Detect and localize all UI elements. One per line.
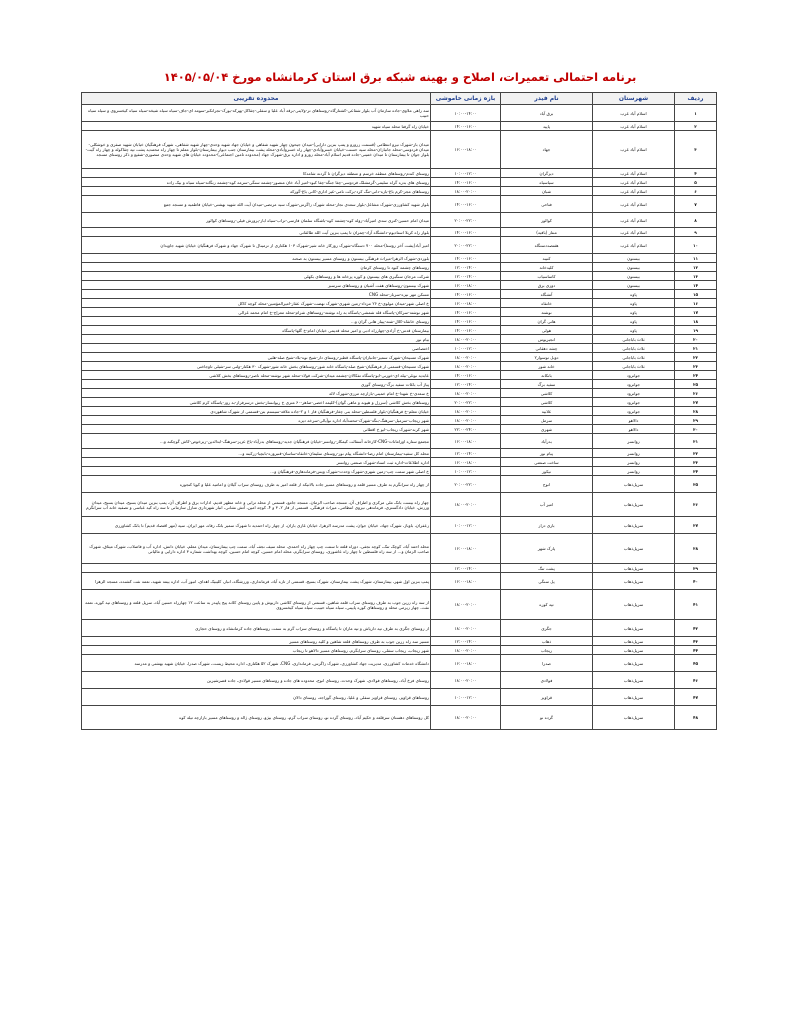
feeder-cell: فتاحی xyxy=(501,196,593,213)
city-cell: اسلام آباد غرب xyxy=(593,131,675,169)
area-cell: شهر نوشته-سرکان-پاسگاه قله شمشی-پاسگاه به راه نوشته-روستاهای شرام-محله معراج-خ امام محمد غزالی xyxy=(82,308,431,317)
area-cell: روستای های بدره گراه سلیمی-گرمشلک فردوسی-چغا جنگه-چغا کبود-امیر آباد خان منصور-چشمه سنگی-سرمه کوه-چشمه زنگانه-سیاه سیاه و بیک زاده xyxy=(82,178,431,187)
area-cell: شهر ریجاب-سرمیل-سرهنگ-بنگه-شهرک-محمدآباد اداره نوآیالی-سرخه دیزه xyxy=(82,416,431,425)
area-cell: روستای خانقاه-کلال-شته-پیباز هانی گران و... xyxy=(82,317,431,326)
row-number-cell: ۲۶ xyxy=(675,389,717,398)
row-number-cell: ۲۰ xyxy=(675,335,717,344)
area-cell: بلوردی-شهرک الزهرا-میراث فرهنگی بیستون و روستای مسیر بیستون به صحنه xyxy=(82,254,431,263)
area-cell: مجتمع ستاره اورامانات-CNG-کارخانه آسفالت کیمکار-روانسر-خیابان فرهنگیان جدید-روستاهای بدرآباد-باغ عزیز-سرهنگ-ابدالدین-زیرخوص-کاش گوچکنه و... xyxy=(82,434,431,449)
feeder-cell: برق آباد xyxy=(501,105,593,122)
table-row xyxy=(82,272,717,281)
outage-time-cell: ۱۴:۰۰-۱۶:۰۰ xyxy=(431,228,501,237)
table-row xyxy=(82,308,717,317)
table-row xyxy=(82,434,717,449)
table-body xyxy=(82,105,717,730)
feeder-cell: پیام نور xyxy=(501,449,593,458)
feeder-cell: پل سنگی xyxy=(501,573,593,590)
area-cell: روستاهای مجر-کرم باغ-بازه-دانی-تنگ کرد-برکت نامی-غیر اداری-کانی باغ-گورکه xyxy=(82,187,431,196)
feeder-cell: دوزی برق xyxy=(501,281,593,290)
table-row xyxy=(82,467,717,476)
city-cell: سرپل‌ذهاب xyxy=(593,493,675,517)
area-cell: بلوار شهید کشاورزی-شهرک مشاغل-بلوار سعدی نجار-محله شهرک زاگرس-شهرک سید مرتضی-میدان آیت الله شهید بهشتی-خیابان فاطمیه و مسجد جمع xyxy=(82,196,431,213)
feeder-cell: گرده نو xyxy=(501,706,593,730)
city-cell: روانسر xyxy=(593,434,675,449)
outage-time-cell: ۱۸:۰۰-۲۰:۰۰ xyxy=(431,672,501,689)
outage-time-cell: ۱۸:۰۰-۲۰:۰۰ xyxy=(431,706,501,730)
table-row xyxy=(82,449,717,458)
outage-time-cell: ۱۶:۰۰-۱۸:۰۰ xyxy=(431,434,501,449)
outage-time-cell: ۱۸:۰۰-۲۰:۰۰ xyxy=(431,590,501,620)
feeder-cell: منتاز (بافیه) xyxy=(501,228,593,237)
city-cell: اسلام آباد غرب xyxy=(593,122,675,131)
area-cell: خ اصلی شهر سمت چپ-زمین شهری-شهرک وحدت-شهرک ویس-فرماندهاری-فرهنگیان و... xyxy=(82,467,431,476)
outage-time-cell: ۱۸:۰۰-۲۰:۰۰ xyxy=(431,187,501,196)
row-number-cell: ۴۰ xyxy=(675,573,717,590)
outage-time-cell: ۱۶:۰۰-۱۸:۰۰ xyxy=(431,573,501,590)
city-cell: جوانرود xyxy=(593,398,675,407)
table-row xyxy=(82,637,717,646)
feeder-cell: کتیبه xyxy=(501,254,593,263)
feeder-cell: آتشگاه xyxy=(501,290,593,299)
outage-time-cell: ۱۰:۰۰-۱۲:۰۰ xyxy=(431,467,501,476)
area-cell: خیابان راه گرفتا محله سپاه شهید xyxy=(82,122,431,131)
row-number-cell: ۹ xyxy=(675,228,717,237)
outage-time-cell: ۱۲:۰۰-۱۴:۰۰ xyxy=(431,637,501,646)
row-number-cell: ۱ xyxy=(675,105,717,122)
outage-time-cell: ۱۸:۰۰-۲۰:۰۰ xyxy=(431,407,501,416)
table-row xyxy=(82,573,717,590)
feeder-cell: نوشته xyxy=(501,308,593,317)
feeder-cell: جهاد xyxy=(501,131,593,169)
outage-time-cell: ۱۸:۰۰-۲۰:۰۰ xyxy=(431,353,501,362)
row-number-cell: ۱۵ xyxy=(675,290,717,299)
city-cell: دالاهو xyxy=(593,416,675,425)
feeder-cell: قراویز xyxy=(501,689,593,706)
city-cell: پاوه xyxy=(593,326,675,335)
area-cell: میدان بار-شهرک نیرو انتظامی (قسمت زرورو و پمپ بنزین دارایی)-میدان جیحون چهار شهید شفاهی و خیابان جهاد شهید وحدی-چهار شهید شفاهی، شهرک فرهنگیان خیابان شهید صفری و خوشکلی-میدان فردوسی-محله جانبازان-محله سپه حسنت-خیابان خسروآبادی-چهار راه خسروآبادی-محله پشت بیمارستان جنب دیوار بیمارستان-بلوار معلم تا چهار راه محمدیه پشت تپه چقاکوله و چهار راه گیت-بلوار جوان تا بیمارستان تا میدان خمینی-جاده قدیم اسلام آباد-محله زورو و اداره برق-شهرک جهاد (محدوده تامین اجتماعی)-محدوده خیابان های شهید وحدی منصوری-شفیع و ذکر روستای مسجد xyxy=(82,131,431,169)
city-cell: جوانرود xyxy=(593,407,675,416)
city-cell: سرپل‌ذهاب xyxy=(593,590,675,620)
table-row xyxy=(82,237,717,254)
row-number-cell: ۳۹ xyxy=(675,564,717,573)
area-cell: بیمارستان قدس-خ آزادی-چهارراه ادبی و امیر محله قدیمی خیابان امام-خ گلها-پاسگاه xyxy=(82,326,431,335)
row-number-cell: ۳۲ xyxy=(675,449,717,458)
table-row xyxy=(82,407,717,416)
feeder-cell: جگری xyxy=(501,620,593,637)
feeder-cell: خانقاه xyxy=(501,299,593,308)
table-row xyxy=(82,646,717,655)
table-row xyxy=(82,213,717,228)
outage-time-cell: ۱۴:۰۰-۱۶:۰۰ xyxy=(431,122,501,131)
area-cell: روستاهای چشمه کبود تا روستای کرمان xyxy=(82,263,431,272)
row-number-cell: ۱۱ xyxy=(675,254,717,263)
document-title: برنامه احتمالی تعمیرات، اصلاح و بهینه شبکه برق استان کرمانشاه مورخ ۱۴۰۵/۰۵/۰۴ xyxy=(163,70,637,84)
feeder-cell: فولادی xyxy=(501,672,593,689)
city-cell: پاوه xyxy=(593,299,675,308)
row-number-cell: ۳۵ xyxy=(675,476,717,493)
feeder-cell: خانه شور xyxy=(501,362,593,371)
outage-time-cell: ۱۴:۰۰-۱۶:۰۰ xyxy=(431,308,501,317)
feeder-cell: نیکور xyxy=(501,467,593,476)
outage-time-cell: ۱۲:۰۰-۱۴:۰۰ xyxy=(431,449,501,458)
feeder-cell: سفید برگ xyxy=(501,380,593,389)
feeder-cell: انوج xyxy=(501,476,593,493)
table-row xyxy=(82,263,717,272)
table-row xyxy=(82,254,717,263)
outage-time-cell: ۱۲:۰۰-۱۴:۰۰ xyxy=(431,564,501,573)
city-cell: سرپل‌ذهاب xyxy=(593,672,675,689)
feeder-cell: کلاشی xyxy=(501,389,593,398)
feeder-cell: کلاشی xyxy=(501,398,593,407)
feeder-cell: چشه دهقانی xyxy=(501,344,593,353)
outage-time-cell: ۱۰:۰۰-۱۲:۰۰ xyxy=(431,344,501,353)
city-cell: روانسر xyxy=(593,449,675,458)
table-row xyxy=(82,299,717,308)
area-cell: محله احمد آباد، کوچک تنک، کوچه نجفی، دوراه قلعه تا سمت چپ چهار راه احمدی، محله سیف نجف آباد، سمت چپ بیمارستان، میدان معلم، خیابان دانش، اداره آب و فاضلاب، شهرک میثاق، شهرک صاحب الزمان و... از سه راه فلسطین تا چهار راه عاشوری، روستای سرابگرم، محله امام حسین، کوچه امام حسین، کوچه بهداشت شماره ۳ اداره دارایی و مالیاتی xyxy=(82,534,431,564)
outage-time-cell: ۱۶:۰۰-۱۸:۰۰ xyxy=(431,458,501,467)
area-cell: شهرک مسیحان-قسمتی از فرهنگیان-شیخ صله-پاسگاه خانه شور-روستاهای بخش خانه شور-شهرک ۳۰ هکتار-ولنی سر-شیلی تاوجاختی xyxy=(82,362,431,371)
outage-time-cell: ۱۰:۰۰-۱۲:۰۰ xyxy=(431,689,501,706)
header-outage-time: بازه زمانی خاموشی xyxy=(431,93,501,105)
table-row xyxy=(82,353,717,362)
city-cell: روانسر xyxy=(593,467,675,476)
city-cell: ثلاث باباجانی xyxy=(593,362,675,371)
outage-time-cell: ۱۴:۰۰-۱۶:۰۰ xyxy=(431,254,501,263)
city-cell: اسلام آباد غرب xyxy=(593,105,675,122)
table-row xyxy=(82,534,717,564)
city-cell: سرپل‌ذهاب xyxy=(593,564,675,573)
row-number-cell: ۱۲ xyxy=(675,263,717,272)
city-cell: سرپل‌ذهاب xyxy=(593,706,675,730)
city-cell: سرپل‌ذهاب xyxy=(593,689,675,706)
table-row xyxy=(82,335,717,344)
row-number-cell: ۳۱ xyxy=(675,434,717,449)
area-cell: اختصاصی xyxy=(82,344,431,353)
table-row xyxy=(82,620,717,637)
area-cell: عابدیه نوبلی-بیله ای-خورنی-ابو-پاسگاه تفکالان-چشمه میدان-شرکت فولاد-محله شهر نوشته-محله ناصر-روستاهای بخش کلاشی xyxy=(82,371,431,380)
table-row xyxy=(82,655,717,672)
feeder-cell: پاپید xyxy=(501,122,593,131)
table-row xyxy=(82,131,717,169)
city-cell: سرپل‌ذهاب xyxy=(593,655,675,672)
feeder-cell: شبان xyxy=(501,187,593,196)
outage-time-cell: ۱۸:۰۰-۲۰:۰۰ xyxy=(431,335,501,344)
outage-time-cell: ۲۰:۰۰-۲۲:۰۰ xyxy=(431,237,501,254)
feeder-cell: کوالور xyxy=(501,213,593,228)
feeder-cell: ساخت صنعتی xyxy=(501,458,593,467)
outage-time-cell: ۲۰:۰۰-۲۲:۰۰ xyxy=(431,213,501,228)
table-row xyxy=(82,476,717,493)
outage-time-cell: ۱۲:۰۰-۱۴:۰۰ xyxy=(431,272,501,281)
table-row xyxy=(82,290,717,299)
city-cell: سرپل‌ذهاب xyxy=(593,620,675,637)
table-row xyxy=(82,228,717,237)
table-row xyxy=(82,590,717,620)
feeder-cell: کلیدخانه xyxy=(501,263,593,272)
area-cell: چهار راه بیست بانک ملی مرکزی و اطراف آن، مسجد صاحب الزمان، مسجد جامع، قسمتی از محله ترابی و خانه مطهر قدیم، ادارات برق و اطراف آن، پمپ بنزین میدان بسیج، میدان بسیج، میدان ورزش، خیابان دادگستری، فرماندهی نیروی انتظامی، میراث فرهنگی، قسمتی از فاز ۲، ۳ و ۴، کوچه امین، آتش نشانی، انبار شهرداری منازل سازمانی تا سه راه کیه عباسی و تصفیه خانه آب سرانگرم xyxy=(82,493,431,517)
row-number-cell: ۵ xyxy=(675,178,717,187)
area-cell: شهرک مسیحان-شهرک سمیر-جانبازان-پاسگاه قطبر-روستای دار-شیخ نوه-بلاد-شیخ صله-هلبی xyxy=(82,353,431,362)
area-cell: کل روستاهای دهستان سرقلعه و حکیم آباد، روستای گرده نو، روستای سراب گرم، روستای بیژو، روستای ژاله و روستاهای مسیر بازارچه تیله کوه xyxy=(82,706,431,730)
outage-time-cell: ۱۶:۰۰-۱۸:۰۰ xyxy=(431,534,501,564)
area-cell: شرکت مرجان سنگبری های بیستون و کوره پزخانه ها و روستاهای بکهلی xyxy=(82,272,431,281)
table-row xyxy=(82,517,717,534)
city-cell: اسلام آباد غرب xyxy=(593,196,675,213)
table-row xyxy=(82,689,717,706)
city-cell: پاوه xyxy=(593,308,675,317)
outage-time-cell: ۱۶:۰۰-۱۸:۰۰ xyxy=(431,299,501,308)
outage-time-cell: ۱۴:۰۰-۱۶:۰۰ xyxy=(431,371,501,380)
area-cell: پمپ بنزین اول شهر، بیمارستان، شهرک پشت بیمارستان، شهرک بسیج، قسمتی از تازه آباد، فرمانداری، ورزشگاه، انبار، کلینیک اهدای، انبور آب، اداره بیمه شهید، نعمه نفت کشنده، مسجد الزهرا xyxy=(82,573,431,590)
row-number-cell: ۴۲ xyxy=(675,620,717,637)
table-row xyxy=(82,398,717,407)
city-cell: سرپل‌ذهاب xyxy=(593,517,675,534)
area-cell: محله کل سفید-بیمارستان امام رضا-دانشگاه پیام نور-روستای سلیمان-خانقاه-ساسان-قنبروزه-بابچیا-زرکبنه و... xyxy=(82,449,431,458)
row-number-cell: ۳۴ xyxy=(675,467,717,476)
area-cell: دانشگاه خدمات کشاورزی، مدیریت جهاد کشاورزی، شهرک زاگرس، فرمانداری، CNG، شهرک ۵۲ هکتاری، اداره محیط زیست، شهرک صدرا، خیابان شهید بهشتی و مدرسه xyxy=(82,655,431,672)
area-cell: از سه راه زرین جوب به طرف روستای سراب قلعه شاهین، قسمتی از روستای کلاشی داریوش و پایین روستای کلانه پیج پاپیدر به ساعت ۱۲ چهارراه حسین آباد، سرپل قلعه و روستاهای تپه کوره، نعمه نفت، چهار زیرمی محله و روستاهای کوره پایینی، سیاه سیاه حبیب، سیاه سیاه کیخسروی xyxy=(82,590,431,620)
city-cell: اسلام آباد غرب xyxy=(593,213,675,228)
row-number-cell: ۱۳ xyxy=(675,272,717,281)
area-cell: بلوار راه کربلا استادیوم-دانشگاه آزاد-چمران تا پمپ بنزین آیت الله طالقانی xyxy=(82,228,431,237)
feeder-cell: سرمل xyxy=(501,416,593,425)
row-number-cell: ۱۹ xyxy=(675,326,717,335)
area-cell: خ اصلی شهر-میدان مولوی-خ ۲۶ مرداد-زمین شهری-شهرک نهضت-شهرک عقار-امیرالمؤمنین-محله کوچه کاکل xyxy=(82,299,431,308)
city-cell: سرپل‌ذهاب xyxy=(593,534,675,564)
area-cell: امیر آباد(پشت آخر روستا)-محله ۷۰۰ دستگاه-شهرک روزکار خانه شیر-شهرک ۱۰۳ هکتاری از ترمینال تا شهرک جهاد و شهرک فرهنگیان خیابان شهید جاویدان xyxy=(82,237,431,254)
outage-time-cell: ۱۴:۰۰-۱۶:۰۰ xyxy=(431,317,501,326)
city-cell: اسلام آباد غرب xyxy=(593,228,675,237)
feeder-cell: دوبل توسوار۲ xyxy=(501,353,593,362)
row-number-cell: ۴۶ xyxy=(675,672,717,689)
area-cell: میدان امام حسین-کتری سدی امیرآباد-زوله کوه-چشمه کوه-باشگاه سلمان فارسی-تراب-سیاه اباز-پرورش فیلی-روستاهای کوالور xyxy=(82,213,431,228)
row-number-cell: ۳۰ xyxy=(675,425,717,434)
table-row xyxy=(82,187,717,196)
city-cell: اسلام آباد غرب xyxy=(593,169,675,178)
city-cell: اسلام آباد غرب xyxy=(593,237,675,254)
outage-time-cell: ۱۲:۰۰-۱۴:۰۰ xyxy=(431,380,501,389)
outage-time-cell: ۲۲:۰۰-۲۴:۰۰ xyxy=(431,425,501,434)
feeder-cell: پارک شهر xyxy=(501,534,593,564)
feeder-cell: دیزگران xyxy=(501,169,593,178)
row-number-cell: ۷ xyxy=(675,196,717,213)
table-row xyxy=(82,169,717,178)
outage-time-cell: ۱۲:۰۰-۱۴:۰۰ xyxy=(431,263,501,272)
city-cell: جوانرود xyxy=(593,380,675,389)
table-row xyxy=(82,564,717,573)
row-number-cell: ۸ xyxy=(675,213,717,228)
header-feeder: نام فیدر xyxy=(501,93,593,105)
feeder-cell: باری دراز xyxy=(501,517,593,534)
city-cell: بیستون xyxy=(593,281,675,290)
feeder-cell: هولی xyxy=(501,326,593,335)
city-cell: سرپل‌ذهاب xyxy=(593,476,675,493)
area-cell: مسکن مهر نیزه-سرباز-محله CNG xyxy=(82,290,431,299)
header-row-number: ردیف xyxy=(675,93,717,105)
row-number-cell: ۱۰ xyxy=(675,237,717,254)
area-cell: اداره اطلاعات-اداره ثبت اسناد-شهرک صنعتی روانسر xyxy=(82,458,431,467)
feeder-cell: صدرا xyxy=(501,655,593,672)
feeder-cell: سیاسیاه xyxy=(501,178,593,187)
city-cell: دالاهو xyxy=(593,425,675,434)
city-cell: ثلاث باباجانی xyxy=(593,353,675,362)
area-cell: شهرک بیستون-روستاهای هفت آشیان و روستاهای سرسبز xyxy=(82,281,431,290)
area-cell: خ سعدی-خ شهدا-خ امام خمینی-بازارچه مرزی-شهرک لاله xyxy=(82,389,431,398)
table-row xyxy=(82,196,717,213)
row-number-cell: ۲۱ xyxy=(675,344,717,353)
table-row xyxy=(82,425,717,434)
feeder-cell: ریجاب xyxy=(501,646,593,655)
city-cell: ثلاث باباجانی xyxy=(593,335,675,344)
outage-time-cell: ۱۶:۰۰-۱۸:۰۰ xyxy=(431,655,501,672)
feeder-cell: علابیه xyxy=(501,407,593,416)
feeder-cell: هانی گران xyxy=(501,317,593,326)
table-row xyxy=(82,389,717,398)
city-cell: جوانرود xyxy=(593,371,675,380)
outage-time-cell: ۱۰:۰۰-۱۴:۰۰ xyxy=(431,105,501,122)
row-number-cell: ۲۲ xyxy=(675,353,717,362)
feeder-cell: بانکانه xyxy=(501,371,593,380)
row-number-cell: ۳ xyxy=(675,131,717,169)
outage-time-cell: ۱۴:۰۰-۱۶:۰۰ xyxy=(431,290,501,299)
outage-time-cell: ۱۸:۰۰-۲۰:۰۰ xyxy=(431,389,501,398)
row-number-cell: ۲۹ xyxy=(675,416,717,425)
area-cell: از چهار راه سرانگرم به طرف مسیر قلعه و روستاهای مسیر جاده بالاتیکه از قلعه امیر به طرف روستای سراب گیلان و امامیه علیا و کوپا کنجوره xyxy=(82,476,431,493)
area-cell: روستای کندم-روستاهای منطقه خرسم و منطقه دیزگران تا گردنه شامدکا xyxy=(82,169,431,178)
area-cell: روستای فرخ آباد، روستاهای فولادی، شهرک وحدت، روستای انوج، محدوده های جاده و روستاهای مسیر فولادی، جاده قصرشیرین xyxy=(82,672,431,689)
outage-time-cell: ۱۸:۰۰-۲۰:۰۰ xyxy=(431,646,501,655)
row-number-cell: ۱۷ xyxy=(675,308,717,317)
header-city: شهرستان xyxy=(593,93,675,105)
city-cell: روانسر xyxy=(593,458,675,467)
row-number-cell: ۲۴ xyxy=(675,371,717,380)
area-cell: شهر ریجاب، ریجاب سفلی، روستای سرابگرم، روستاهای مسیر دالاهو تا ریجاب xyxy=(82,646,431,655)
city-cell: سرپل‌ذهاب xyxy=(593,637,675,646)
outage-time-cell: ۱۶:۰۰-۱۸:۰۰ xyxy=(431,131,501,169)
row-number-cell: ۶ xyxy=(675,187,717,196)
city-cell: ثلاث باباجانی xyxy=(593,344,675,353)
table-row xyxy=(82,458,717,467)
header-area: محدوده تقریبی xyxy=(82,93,431,105)
area-cell: از روستای جگری به طرف تپه داریاش و تپه ماران تا پاسگاه و روستای سراب گرم به سمت روستاهای جاده کرمانشاه و روستای حجاری xyxy=(82,620,431,637)
area-cell: سه راهی ملاوی-جاده سازمان آب بلوار شفاعی-کشتارگاه-روستاهای تر-ولایتی-برقه آباد علیا و سفلی-چقاکل-پهرکه-بورک-نجرانکبر-سومه ای-جاف-سیاه سیاه شیخه-سیاه سیاه کیخسروی و سیاه سیاه حبیب xyxy=(82,105,431,122)
feeder-cell: امیر آب xyxy=(501,493,593,517)
row-number-cell: ۱۴ xyxy=(675,281,717,290)
outage-time-cell: ۱۰:۰۰-۱۲:۰۰ xyxy=(431,517,501,534)
row-number-cell: ۲۸ xyxy=(675,407,717,416)
row-number-cell: ۴۷ xyxy=(675,689,717,706)
row-number-cell: ۲ xyxy=(675,122,717,131)
table-row xyxy=(82,672,717,689)
outage-time-cell: ۲۰:۰۰-۲۲:۰۰ xyxy=(431,398,501,407)
feeder-cell: بدرآباد xyxy=(501,434,593,449)
feeder-cell: تپه کوره xyxy=(501,590,593,620)
row-number-cell: ۲۳ xyxy=(675,362,717,371)
table-row xyxy=(82,416,717,425)
table-row xyxy=(82,317,717,326)
outage-time-cell: ۱۰:۰۰-۱۲:۰۰ xyxy=(431,169,501,178)
table-row xyxy=(82,122,717,131)
city-cell: پاوه xyxy=(593,290,675,299)
feeder-cell: هفتصددستگاه xyxy=(501,237,593,254)
table-row xyxy=(82,281,717,290)
row-number-cell: ۴ xyxy=(675,169,717,178)
table-row xyxy=(82,326,717,335)
feeder-cell: ذهاب xyxy=(501,637,593,646)
row-number-cell: ۱۶ xyxy=(675,299,717,308)
area-cell: روستاهای بخش کلاشی (سرزل و هیونه و ماهی گوان)-کلیمه اخضی-ضاهر-۶۰ متری خ ریوانسار-بخش درسرفراز-به روز-پاسگاه کرم کلاشی xyxy=(82,398,431,407)
outage-time-cell: ۱۴:۰۰-۱۶:۰۰ xyxy=(431,326,501,335)
city-cell: بیستون xyxy=(593,263,675,272)
row-number-cell: ۳۷ xyxy=(675,517,717,534)
row-number-cell: ۳۸ xyxy=(675,534,717,564)
table-row xyxy=(82,362,717,371)
row-number-cell: ۴۸ xyxy=(675,706,717,730)
city-cell: سرپل‌ذهاب xyxy=(593,646,675,655)
outage-time-cell: ۲۰:۰۰-۲۲:۰۰ xyxy=(431,476,501,493)
feeder-cell: پشت تنگ xyxy=(501,564,593,573)
feeder-cell: انجیریوس xyxy=(501,335,593,344)
feeder-cell: شهری xyxy=(501,425,593,434)
area-cell: روستاهای قراویز، روستای قراویز سفلی و علیا، روستای گوراجه، روستای دالان xyxy=(82,689,431,706)
city-cell: سرپل‌ذهاب xyxy=(593,573,675,590)
outage-time-cell: ۱۸:۰۰-۲۰:۰۰ xyxy=(431,620,501,637)
city-cell: اسلام آباد غرب xyxy=(593,178,675,187)
row-number-cell: ۱۸ xyxy=(675,317,717,326)
table-row xyxy=(82,371,717,380)
row-number-cell: ۴۴ xyxy=(675,646,717,655)
row-number-cell: ۲۷ xyxy=(675,398,717,407)
row-number-cell: ۲۵ xyxy=(675,380,717,389)
city-cell: جوانرود xyxy=(593,389,675,398)
outage-time-cell: ۱۸:۰۰-۲۰:۰۰ xyxy=(431,416,501,425)
feeder-cell: کاساسیاب xyxy=(501,272,593,281)
outage-time-cell: ۱۶:۰۰-۱۸:۰۰ xyxy=(431,281,501,290)
table-row xyxy=(82,706,717,730)
city-cell: پاوه xyxy=(593,317,675,326)
table-header-row xyxy=(82,93,717,105)
table-row xyxy=(82,380,717,389)
area-cell: پیاژ آب باغات سفید برگ-روستای گوری xyxy=(82,380,431,389)
area-cell xyxy=(82,564,431,573)
outage-schedule-table xyxy=(81,92,717,730)
city-cell: بیستون xyxy=(593,254,675,263)
area-cell: زعفران، باوباژ، شهرک جهاد، خیابان جوان، پشت مدرسه الزهرا، خیابان غازی باران، از چهار راه احمدیه تا شهرک سمیر بانک رفاه، مهر ایران، سپه (مهر اقتصاد قدیم) تا بانک کشاورزی xyxy=(82,517,431,534)
table-row xyxy=(82,105,717,122)
row-number-cell: ۴۱ xyxy=(675,590,717,620)
row-number-cell: ۳۳ xyxy=(675,458,717,467)
row-number-cell: ۴۳ xyxy=(675,637,717,646)
area-cell: مسیر سه راه زرین جوب به طرف روستاهای قلعه شاهین و کلیه روستاهای مسیر xyxy=(82,637,431,646)
table-row xyxy=(82,178,717,187)
area-cell: شهر کرند-شهرک ریجاب-ابو خ اقطانی xyxy=(82,425,431,434)
outage-time-cell: ۱۴:۰۰-۱۶:۰۰ xyxy=(431,196,501,213)
area-cell: بیام نور xyxy=(82,335,431,344)
row-number-cell: ۴۵ xyxy=(675,655,717,672)
outage-time-cell: ۱۸:۰۰-۲۰:۰۰ xyxy=(431,362,501,371)
table-row xyxy=(82,493,717,517)
row-number-cell: ۳۶ xyxy=(675,493,717,517)
outage-time-cell: ۱۴:۰۰-۱۶:۰۰ xyxy=(431,178,501,187)
city-cell: اسلام آباد غرب xyxy=(593,187,675,196)
table-row xyxy=(82,344,717,353)
city-cell: بیستون xyxy=(593,272,675,281)
outage-time-cell: ۱۸:۰۰-۲۰:۰۰ xyxy=(431,493,501,517)
area-cell: خیابان معلم-خ فرهنگیان-بلوار فلسطین-محله بنی چغار-فرهنگیان فاز ۱ و ۲-جاده ملاقه-سیستم بتن-قسمتی از شهرک شاهوردی xyxy=(82,407,431,416)
